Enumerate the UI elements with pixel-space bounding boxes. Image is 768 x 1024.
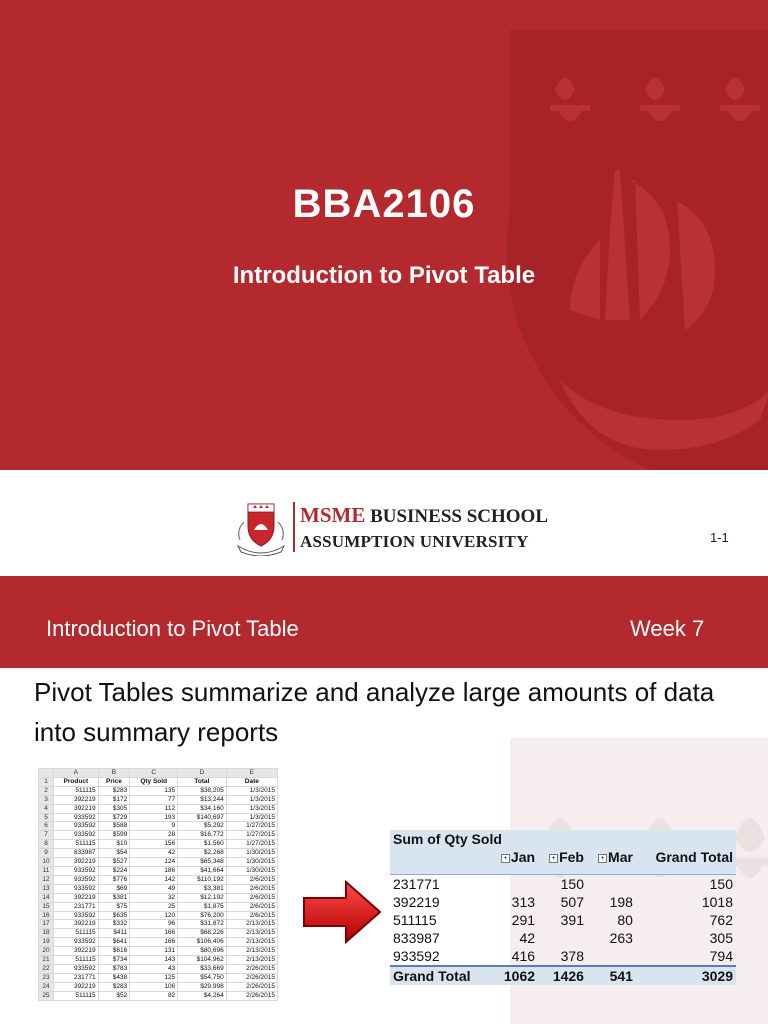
pivot-col-mar[interactable]: + Mar: [587, 848, 636, 875]
sheet-cell: 1/3/2015: [226, 786, 277, 795]
crest-watermark-icon: [500, 30, 768, 470]
sheet-cell: 2/26/2015: [226, 973, 277, 982]
sheet-cell: $616: [98, 947, 130, 956]
pivot-title: Sum of Qty Sold: [390, 830, 736, 848]
sheet-cell: 1/27/2015: [226, 840, 277, 849]
sheet-cell: $2,268: [178, 849, 227, 858]
sheet-cell: $54: [98, 849, 130, 858]
sheet-row: [39, 866, 278, 875]
sheet-row-number: 11: [39, 866, 54, 875]
sheet-header-row: [39, 777, 278, 786]
sheet-cell: 392219: [54, 858, 99, 867]
logo-school-label: BUSINESS SCHOOL: [365, 506, 549, 527]
sheet-cell: 392219: [54, 893, 99, 902]
sheet-cell: $31,872: [178, 920, 227, 929]
sheet-cell: 2/6/2015: [226, 902, 277, 911]
sheet-row-number: 20: [39, 947, 54, 956]
sheet-row: [39, 991, 278, 1000]
sheet-cell: 933592: [54, 938, 99, 947]
pivot-row: [390, 893, 736, 911]
sheet-cell: $29,998: [178, 982, 227, 991]
university-shield-icon: [236, 500, 286, 556]
sheet-cell: 166: [130, 929, 178, 938]
pivot-cell-total: 150: [636, 875, 736, 894]
pivot-row-label[interactable]: 511115: [393, 912, 437, 928]
sheet-row: [39, 929, 278, 938]
sheet-cell: 32: [130, 893, 178, 902]
pivot-row: [390, 911, 736, 929]
sheet-cell: $104,962: [178, 956, 227, 965]
sheet-row: [39, 831, 278, 840]
sheet-cell: $783: [98, 964, 130, 973]
slide-subtitle: Introduction to Pivot Table: [232, 262, 536, 289]
sheet-cell: 933592: [54, 822, 99, 831]
sheet-cell: 28: [130, 831, 178, 840]
sheet-cell: $65,348: [178, 858, 227, 867]
sheet-cell: 2/13/2015: [226, 947, 277, 956]
sheet-row-number: 25: [39, 991, 54, 1000]
sheet-cell: $172: [98, 795, 130, 804]
sheet-cell: 392219: [54, 947, 99, 956]
sheet-row: [39, 804, 278, 813]
sheet-cell: 933592: [54, 964, 99, 973]
sheet-cell: 933592: [54, 884, 99, 893]
pivot-cell-mar: [587, 947, 636, 966]
sheet-row: [39, 849, 278, 858]
pivot-cell-jan: [490, 875, 538, 894]
sheet-row-number: 2: [39, 786, 54, 795]
sheet-cell: 392219: [54, 804, 99, 813]
pivot-cell-jan: 291: [511, 912, 536, 928]
sheet-cell: 156: [130, 840, 178, 849]
sheet-cell: $16,772: [178, 831, 227, 840]
sheet-cell: 2/26/2015: [226, 991, 277, 1000]
sheet-cell: 42: [130, 849, 178, 858]
pivot-cell-total: 305: [709, 930, 733, 946]
sheet-cell: 2/13/2015: [226, 938, 277, 947]
pivot-title-row: [390, 830, 736, 848]
sheet-column-letters: [39, 769, 278, 778]
pivot-col-grand-total: Grand Total: [636, 848, 736, 875]
sheet-cell: 231771: [54, 902, 99, 911]
sheet-cell: $33,669: [178, 964, 227, 973]
pivot-row-label[interactable]: 392219: [393, 894, 440, 910]
sheet-cell: 1/3/2015: [226, 795, 277, 804]
sheet-cell: $12,192: [178, 893, 227, 902]
sheet-cell: $776: [98, 875, 130, 884]
pivot-total-jan: 1062: [490, 966, 538, 985]
title-slide: [0, 0, 768, 470]
sheet-cell: 82: [130, 991, 178, 1000]
pivot-column-header-row: [390, 848, 736, 875]
sheet-cell: $69: [98, 884, 130, 893]
slide2-body-text: Pivot Tables summarize and analyze large amounts of data into summary reports: [34, 677, 715, 747]
sheet-row-number: 17: [39, 920, 54, 929]
pivot-cell-feb: [538, 929, 587, 947]
sheet-cell: 1/30/2015: [226, 858, 277, 867]
sheet-column-letter: C: [130, 769, 178, 778]
pivot-cell-jan: 42: [519, 930, 536, 946]
sheet-cell: 2/6/2015: [226, 893, 277, 902]
slide-gap: [0, 470, 768, 480]
sheet-cell: 933592: [54, 911, 99, 920]
sheet-cell: $635: [98, 911, 130, 920]
sheet-cell: $283: [98, 786, 130, 795]
right-arrow-icon: [302, 880, 382, 944]
sheet-cell: 933592: [54, 866, 99, 875]
sheet-cell: 511115: [54, 786, 99, 795]
sheet-cell: $52: [98, 991, 130, 1000]
source-data-table: [38, 768, 278, 1001]
sheet-cell: $305: [98, 804, 130, 813]
sheet-cell: $5,292: [178, 822, 227, 831]
sheet-row-number: 6: [39, 822, 54, 831]
pivot-grand-total-label: Grand Total: [390, 966, 490, 985]
sheet-cell: 43: [130, 964, 178, 973]
sheet-cell: $641: [98, 938, 130, 947]
sheet-cell: $54,750: [178, 973, 227, 982]
sheet-header-cell: Qty Sold: [130, 777, 178, 786]
pivot-cell-total: 762: [709, 912, 733, 928]
sheet-row: [39, 813, 278, 822]
sheet-row: [39, 786, 278, 795]
sheet-cell: $10: [98, 840, 130, 849]
sheet-cell: $599: [98, 831, 130, 840]
sheet-cell: 125: [130, 973, 178, 982]
sheet-cell: 2/6/2015: [226, 875, 277, 884]
sheet-cell: $734: [98, 956, 130, 965]
sheet-cell: $106,406: [178, 938, 227, 947]
sheet-cell: 2/13/2015: [226, 920, 277, 929]
sheet-row-number: 16: [39, 911, 54, 920]
pivot-cell-mar: 80: [617, 912, 633, 928]
sheet-row: [39, 822, 278, 831]
slide-number: 1-1: [710, 530, 729, 545]
sheet-cell: 120: [130, 911, 178, 920]
sheet-cell: 166: [130, 938, 178, 947]
sheet-row-number: 15: [39, 902, 54, 911]
pivot-total-grand: 3029: [636, 966, 736, 985]
sheet-cell: $13,244: [178, 795, 227, 804]
sheet-cell: 392219: [54, 795, 99, 804]
sheet-cell: $140,697: [178, 813, 227, 822]
sheet-row-number: 9: [39, 849, 54, 858]
pivot-cell-mar: [587, 875, 636, 894]
pivot-row-label[interactable]: 231771: [390, 875, 490, 894]
logo-school-name: [300, 503, 548, 528]
sheet-row-number: 21: [39, 956, 54, 965]
sheet-cell: $110,192: [178, 875, 227, 884]
sheet-row-number: 22: [39, 964, 54, 973]
sheet-cell: $1,560: [178, 840, 227, 849]
sheet-row-number: 1: [39, 777, 54, 786]
pivot-row: [390, 929, 736, 947]
sheet-cell: $411: [98, 929, 130, 938]
sheet-cell: 1/3/2015: [226, 813, 277, 822]
sheet-header-cell: Total: [178, 777, 227, 786]
sheet-cell: 9: [130, 822, 178, 831]
sheet-cell: 511115: [54, 956, 99, 965]
slide2-header-title: Introduction to Pivot Table: [46, 616, 299, 641]
sheet-cell: $4,264: [178, 991, 227, 1000]
sheet-cell: $3,381: [178, 884, 227, 893]
pivot-row: [390, 875, 736, 894]
sheet-cell: $729: [98, 813, 130, 822]
pivot-row: [390, 947, 736, 966]
sheet-column-letter: E: [226, 769, 277, 778]
sheet-cell: $75: [98, 902, 130, 911]
sheet-row-number: 3: [39, 795, 54, 804]
sheet-cell: $283: [98, 982, 130, 991]
sheet-cell: 131: [130, 947, 178, 956]
sheet-cell: $76,200: [178, 911, 227, 920]
week-label: Week 7: [630, 616, 705, 641]
sheet-row: [39, 902, 278, 911]
sheet-cell: 2/13/2015: [226, 929, 277, 938]
sheet-cell: 1/27/2015: [226, 822, 277, 831]
sheet-header-cell: Price: [98, 777, 130, 786]
logo-divider: [293, 502, 295, 552]
sheet-cell: 193: [130, 813, 178, 822]
pivot-col-feb[interactable]: + Feb: [538, 848, 587, 875]
sheet-cell: 1/30/2015: [226, 866, 277, 875]
sheet-cell: 49: [130, 884, 178, 893]
sheet-row-number: 18: [39, 929, 54, 938]
sheet-cell: 77: [130, 795, 178, 804]
sheet-row: [39, 982, 278, 991]
pivot-cell-mar: 198: [609, 894, 633, 910]
sheet-row-number: 13: [39, 884, 54, 893]
sheet-cell: $68,226: [178, 929, 227, 938]
sheet-cell: $224: [98, 866, 130, 875]
sheet-cell: 112: [130, 804, 178, 813]
sheet-cell: 2/6/2015: [226, 884, 277, 893]
sheet-cell: 143: [130, 956, 178, 965]
sheet-cell: $41,664: [178, 866, 227, 875]
sheet-cell: 1/30/2015: [226, 849, 277, 858]
sheet-cell: 933592: [54, 875, 99, 884]
sheet-row: [39, 947, 278, 956]
sheet-cell: 106: [130, 982, 178, 991]
sheet-cell: $38,205: [178, 786, 227, 795]
sheet-row-number: 14: [39, 893, 54, 902]
sheet-row-number: 24: [39, 982, 54, 991]
pivot-cell-feb: 507: [560, 894, 584, 910]
sheet-cell: 2/6/2015: [226, 911, 277, 920]
pivot-row-label[interactable]: 933592: [393, 948, 440, 964]
sheet-cell: $80,696: [178, 947, 227, 956]
sheet-cell: $527: [98, 858, 130, 867]
sheet-cell: $381: [98, 893, 130, 902]
sheet-column-letter: D: [178, 769, 227, 778]
sheet-row: [39, 938, 278, 947]
sheet-cell: 933592: [54, 813, 99, 822]
sheet-cell: 2/26/2015: [226, 964, 277, 973]
sheet-cell: 2/13/2015: [226, 956, 277, 965]
sheet-row: [39, 795, 278, 804]
sheet-row-number: 12: [39, 875, 54, 884]
sheet-row: [39, 964, 278, 973]
sheet-row: [39, 858, 278, 867]
sheet-column-letter: A: [54, 769, 99, 778]
sheet-cell: 511115: [54, 929, 99, 938]
pivot-total-mar: 541: [587, 966, 636, 985]
sheet-cell: $588: [98, 822, 130, 831]
sheet-header-cell: Product: [54, 777, 99, 786]
sheet-row-number: 7: [39, 831, 54, 840]
sheet-row: [39, 920, 278, 929]
sheet-row: [39, 956, 278, 965]
pivot-cell-mar: 263: [609, 930, 633, 946]
pivot-table: [390, 830, 736, 985]
sheet-row: [39, 875, 278, 884]
sheet-cell: 933592: [54, 831, 99, 840]
sheet-row-number: 23: [39, 973, 54, 982]
sheet-row: [39, 884, 278, 893]
expand-icon[interactable]: +: [598, 854, 607, 863]
school-logo: [236, 500, 549, 560]
pivot-cell-feb: 391: [560, 912, 584, 928]
sheet-cell: 25: [130, 902, 178, 911]
sheet-row-number: 5: [39, 813, 54, 822]
sheet-corner: [39, 769, 54, 778]
sheet-row-number: 8: [39, 840, 54, 849]
logo-brand: MSME: [300, 503, 366, 527]
pivot-cell-feb: 378: [560, 948, 584, 964]
pivot-row-label[interactable]: 833987: [393, 930, 440, 946]
sheet-cell: 1/27/2015: [226, 831, 277, 840]
sheet-row: [39, 840, 278, 849]
sheet-row: [39, 893, 278, 902]
sheet-row-number: 4: [39, 804, 54, 813]
sheet-cell: 392219: [54, 982, 99, 991]
sheet-header-cell: Date: [226, 777, 277, 786]
course-code: BBA2106: [292, 182, 476, 226]
pivot-cell-jan: 313: [511, 894, 536, 910]
sheet-row-number: 10: [39, 858, 54, 867]
pivot-grand-total-row: [390, 966, 736, 985]
pivot-cell-feb: 150: [538, 875, 587, 894]
sheet-cell: 1/3/2015: [226, 804, 277, 813]
sheet-cell: 392219: [54, 920, 99, 929]
sheet-cell: $34,160: [178, 804, 227, 813]
expand-icon[interactable]: +: [549, 854, 558, 863]
sheet-cell: $332: [98, 920, 130, 929]
sheet-cell: $1,875: [178, 902, 227, 911]
sheet-cell: 186: [130, 866, 178, 875]
pivot-cell-jan: 416: [511, 948, 536, 964]
logo-university-name: ASSUMPTION UNIVERSITY: [300, 532, 529, 551]
sheet-column-letter: B: [98, 769, 130, 778]
sheet-row: [39, 911, 278, 920]
sheet-cell: 833987: [54, 849, 99, 858]
sheet-cell: 2/26/2015: [226, 982, 277, 991]
sheet-cell: 231771: [54, 973, 99, 982]
pivot-cell-total: 794: [709, 948, 733, 964]
pivot-cell-total: 1018: [701, 894, 733, 910]
sheet-cell: $438: [98, 973, 130, 982]
sheet-cell: 135: [130, 786, 178, 795]
pivot-corner: [390, 848, 490, 875]
sheet-cell: 96: [130, 920, 178, 929]
pivot-total-feb: 1426: [538, 966, 587, 985]
pivot-col-jan[interactable]: + Jan: [490, 848, 538, 875]
expand-icon[interactable]: +: [501, 854, 510, 863]
sheet-row: [39, 973, 278, 982]
sheet-cell: 511115: [54, 991, 99, 1000]
sheet-cell: 142: [130, 875, 178, 884]
sheet-cell: 124: [130, 858, 178, 867]
sheet-row-number: 19: [39, 938, 54, 947]
sheet-cell: 511115: [54, 840, 99, 849]
